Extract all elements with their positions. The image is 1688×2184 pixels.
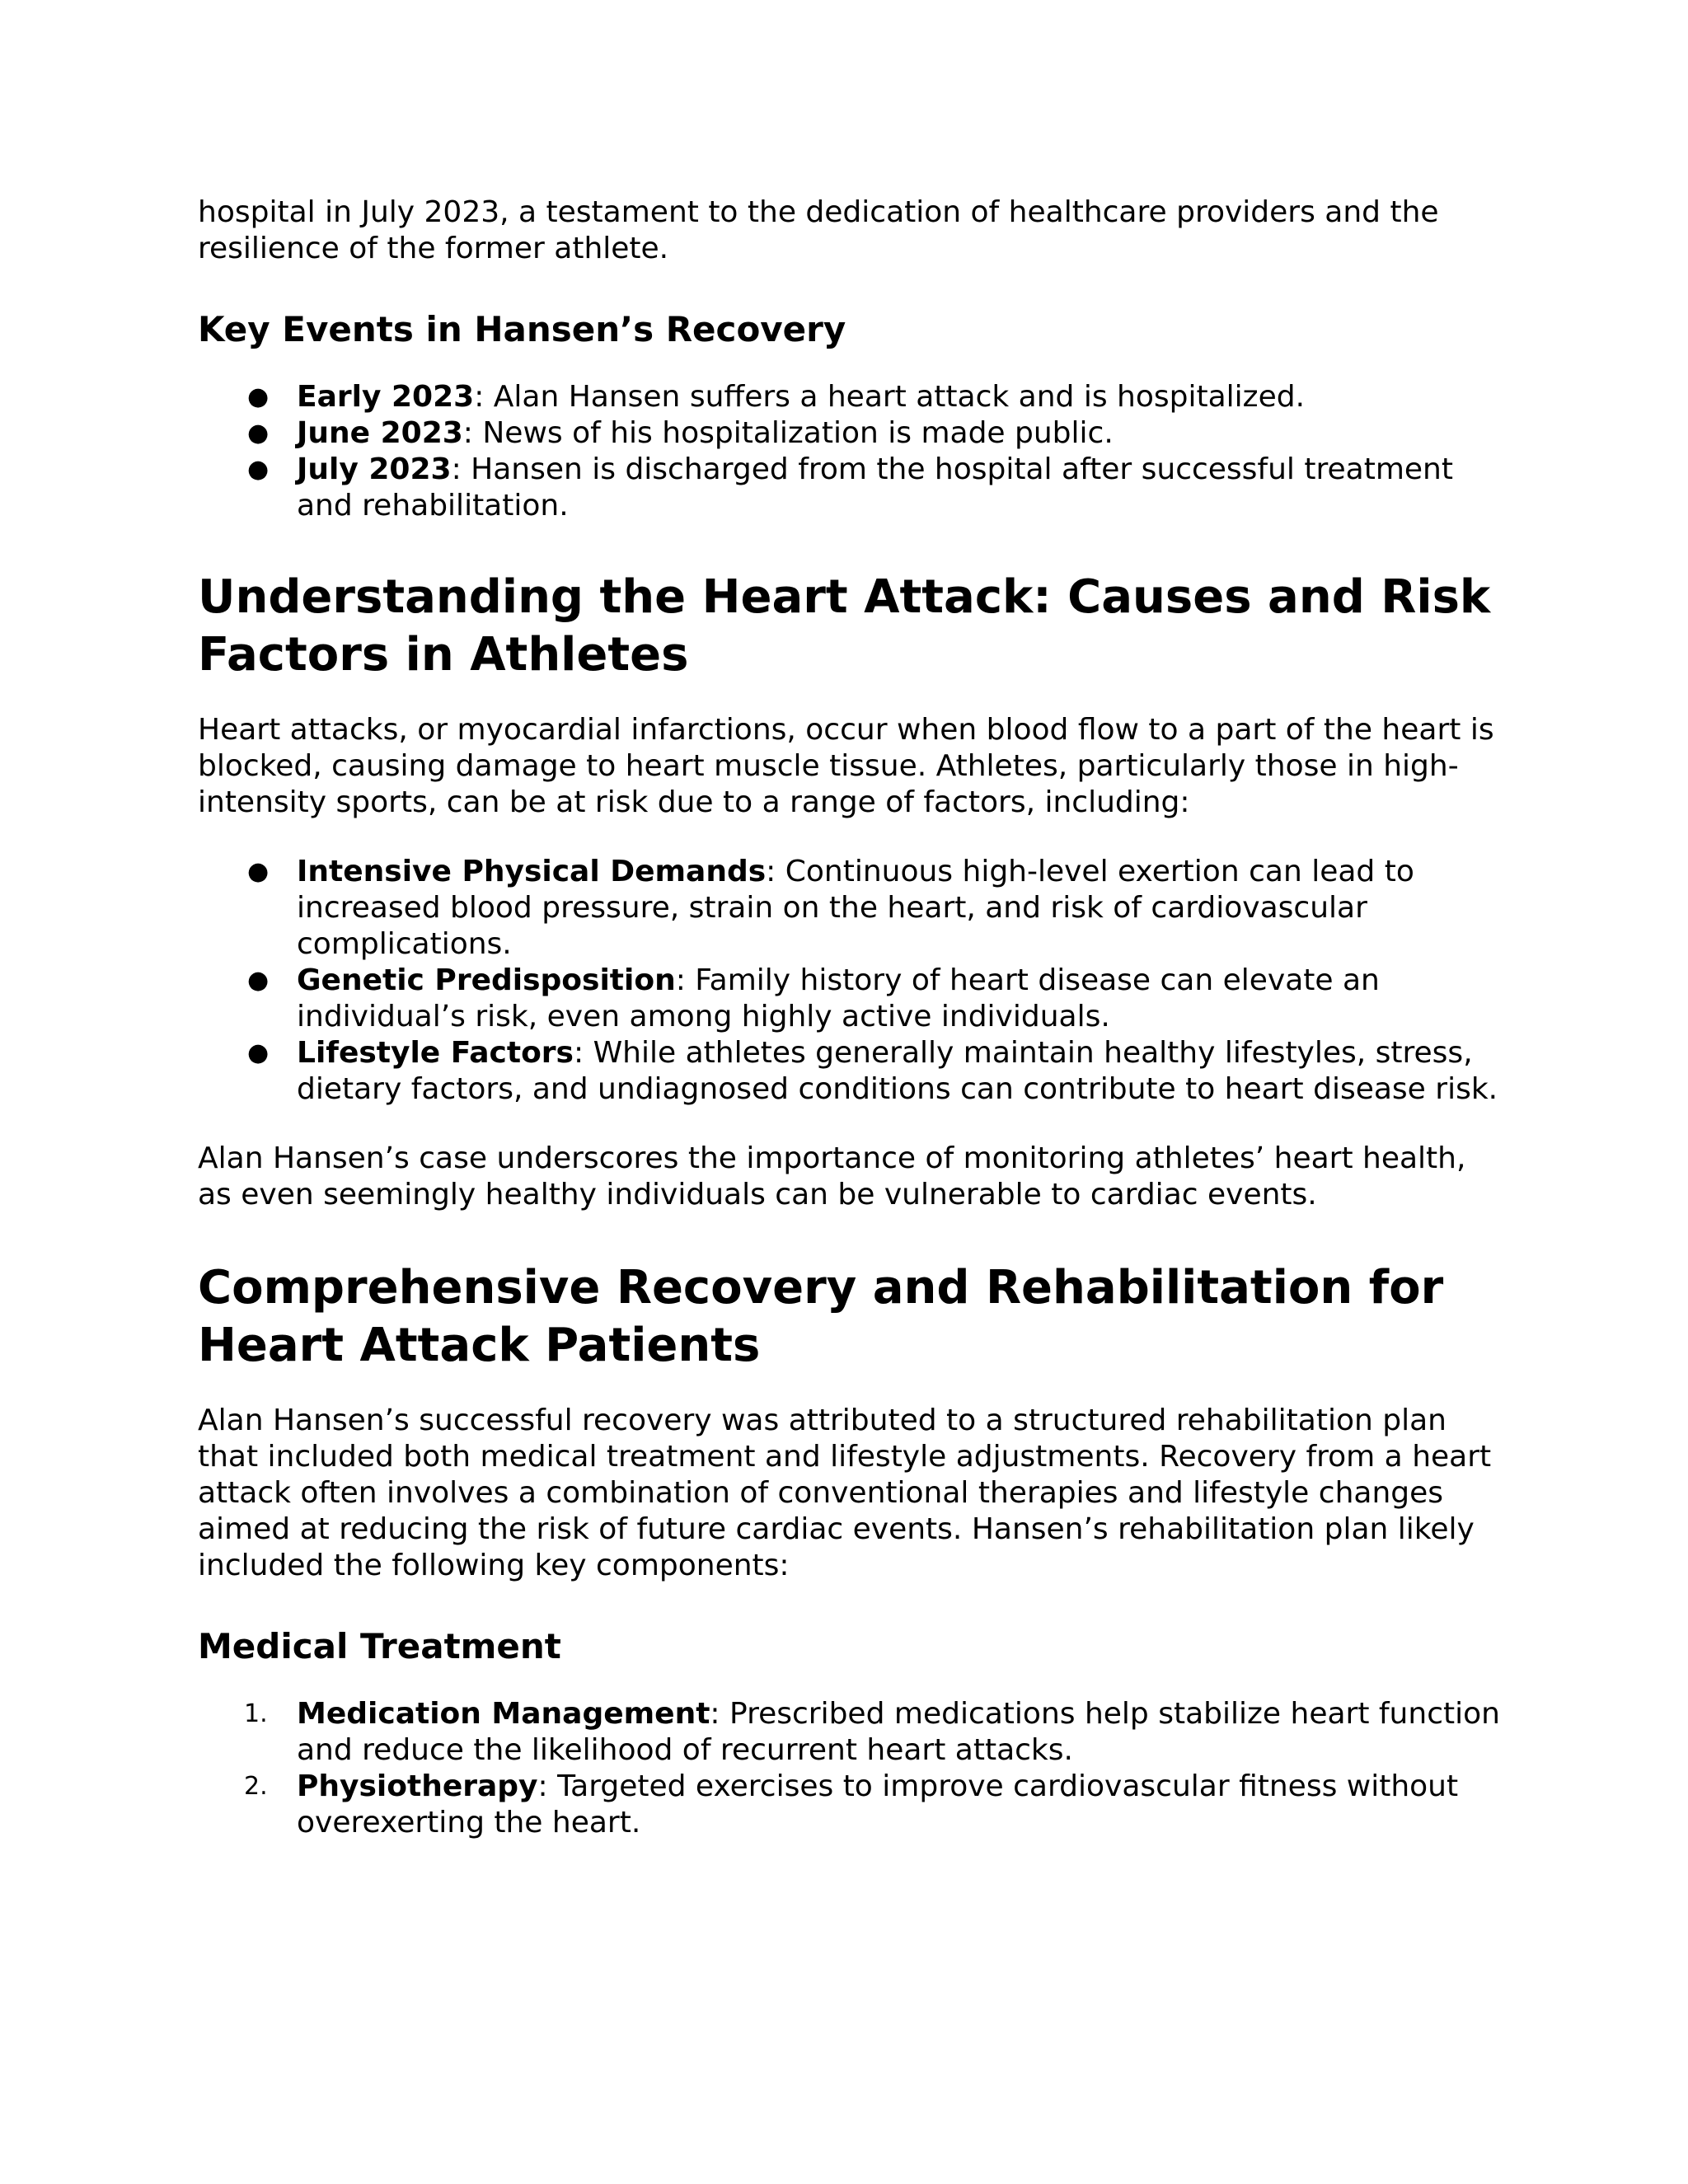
- bullet-icon: ●: [247, 382, 270, 411]
- list-item-text: : News of his hospitalization is made public.: [462, 416, 1114, 450]
- list-item: [198, 1035, 1500, 1108]
- recovery-paragraph: Alan Hansen’s successful recovery was attributed to a structured rehabilitation plan that included both medical treatment and lifestyle adjustments. Recovery from a heart attack often involves a combination of conventional therapies and lifestyle changes aimed at reducing the risk of future cardiac events. Hansen’s rehabilitation plan likely included the following key components:: [198, 1404, 1492, 1582]
- bullet-icon: ●: [247, 419, 270, 448]
- list-item: [198, 415, 1500, 452]
- list-item-text: : Prescribed medications help stabilize heart function and reduce the likelihood of recurrent heart attacks.: [297, 1697, 1500, 1767]
- list-item-text: : Family history of heart disease can elevate an individual’s risk, even among highly active individuals.: [297, 963, 1380, 1033]
- list-item-term: July 2023: [297, 452, 452, 486]
- list-number: 2.: [244, 1772, 268, 1801]
- list-item: [198, 854, 1500, 963]
- list-item: [198, 379, 1500, 415]
- case-paragraph: Alan Hansen’s case underscores the importance of monitoring athletes’ heart health, as even seemingly healthy individuals can be vulnerable to cardiac events.: [198, 1141, 1466, 1212]
- list-item-text: : Alan Hansen suffers a heart attack and is hospitalized.: [474, 380, 1306, 414]
- list-item-term: June 2023: [297, 416, 463, 450]
- bullet-icon: ●: [247, 1038, 270, 1067]
- list-item-term: Medication Management: [297, 1697, 710, 1731]
- list-item: [198, 1696, 1500, 1769]
- heart-attacks-paragraph: Heart attacks, or myocardial infarctions, occur when blood flow to a part of the heart is blocked, causing damage to heart muscle tissue. Athletes, particularly those in high-intensity sports, can be at risk due to a range of factors, including:: [198, 713, 1494, 819]
- medical-treatment-heading: Medical Treatment: [198, 1626, 561, 1666]
- key-events-list: [198, 379, 1500, 524]
- list-item-text: : Targeted exercises to improve cardiovascular fitness without overexerting the heart.: [297, 1769, 1459, 1840]
- list-item-term: Lifestyle Factors: [297, 1036, 574, 1070]
- medical-treatment-list: [198, 1696, 1500, 1841]
- recovery-heading: Comprehensive Recovery and Rehabilitation for Heart Attack Patients: [198, 1261, 1444, 1372]
- list-item-text: : Hansen is discharged from the hospital after successful treatment and rehabilitation.: [297, 452, 1453, 523]
- list-number: 1.: [244, 1699, 268, 1728]
- bullet-icon: ●: [247, 455, 270, 484]
- document-page: [198, 194, 1500, 1841]
- list-item-text: : While athletes generally maintain healthy lifestyles, stress, dietary factors, and undiagnosed conditions can contribute to heart disease risk.: [297, 1036, 1498, 1106]
- list-item-term: Early 2023: [297, 380, 475, 414]
- bullet-icon: ●: [247, 966, 270, 995]
- list-item: [198, 963, 1500, 1035]
- list-item-term: Physiotherapy: [297, 1769, 538, 1803]
- list-item: [198, 1769, 1500, 1841]
- list-item-text: : Continuous high-level exertion can lead to increased blood pressure, strain on the heart, and risk of cardiovascular complications.: [297, 855, 1414, 961]
- understanding-heading: Understanding the Heart Attack: Causes and Risk Factors in Athletes: [198, 570, 1491, 682]
- list-item-term: Genetic Predisposition: [297, 963, 676, 997]
- list-item-term: Intensive Physical Demands: [297, 855, 767, 888]
- key-events-heading: Key Events in Hansen’s Recovery: [198, 309, 846, 349]
- bullet-icon: ●: [247, 857, 270, 886]
- risk-factors-list: [198, 854, 1500, 1108]
- list-item: [198, 452, 1500, 524]
- intro-paragraph: hospital in July 2023, a testament to the dedication of healthcare providers and the resilience of the former athlete.: [198, 195, 1439, 265]
